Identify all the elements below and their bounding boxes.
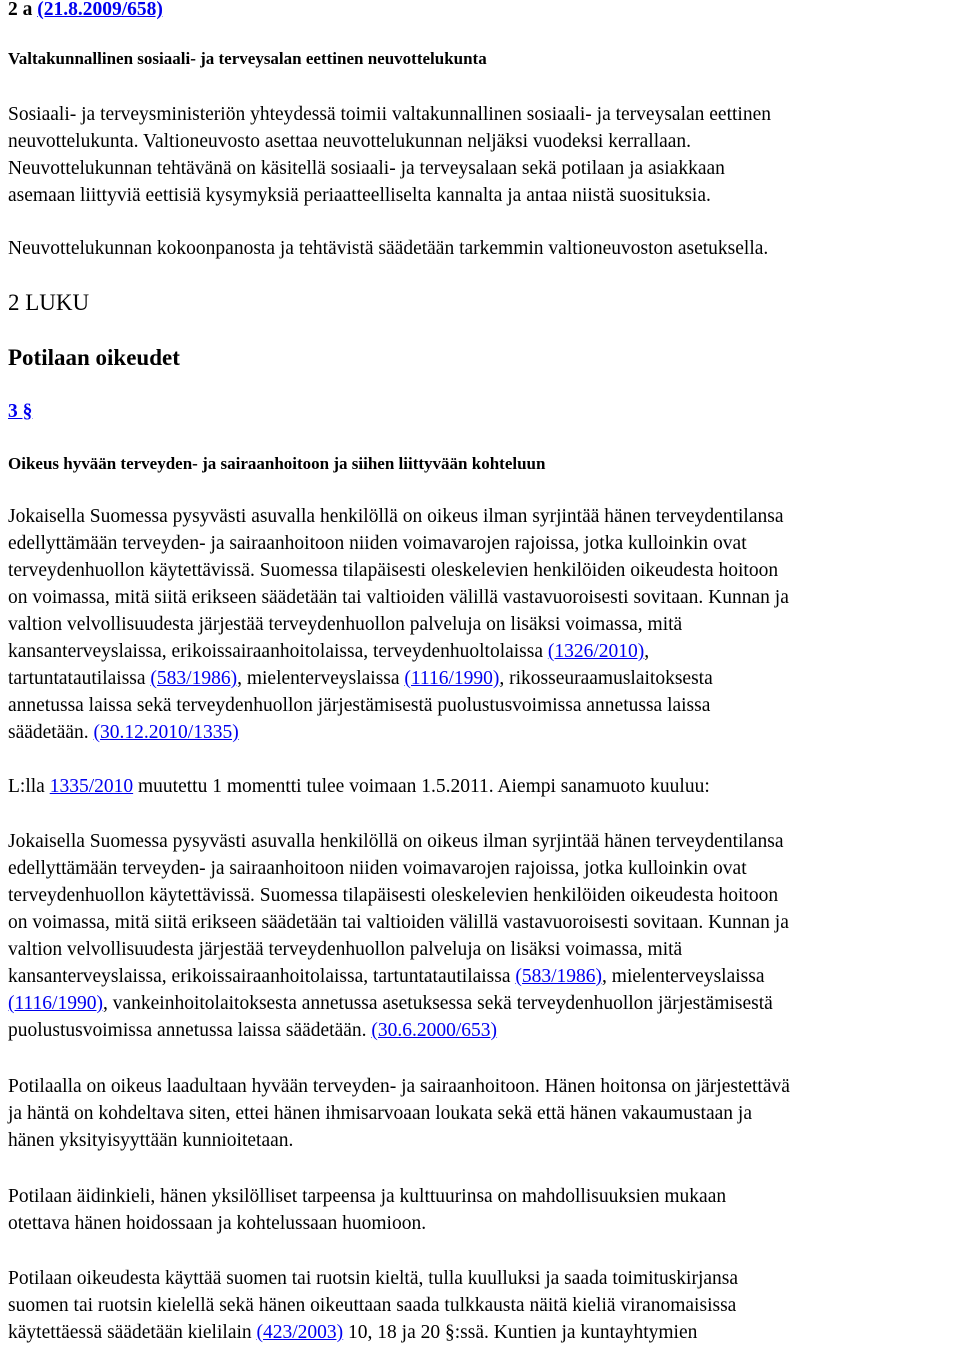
paragraph-line: suomen tai ruotsin kielellä sekä hänen oikeuttaan saada tulkkausta näitä kieliä viranomaisissa <box>8 1295 737 1316</box>
paragraph-line: puolustusvoimissa annetussa laissa säädetään. (30.6.2000/653) <box>8 1020 498 1041</box>
paragraph-line: tartuntatautilaissa (583/1986), mielenterveyslaissa (1116/1990), rikosseuraamuslaitoksesta <box>8 668 713 689</box>
paragraph-line: säädetään. (30.12.2010/1335) <box>8 722 239 743</box>
amendment-link[interactable]: (21.8.2009/658) <box>37 0 163 20</box>
law-reference-link[interactable]: (1116/1990) <box>404 668 500 689</box>
paragraph-line: hänen yksityisyyttään kunnioitetaan. <box>8 1130 294 1151</box>
paragraph-line: kansanterveyslaissa, erikoissairaanhoitolaissa, terveydenhuoltolaissa (1326/2010), <box>8 641 650 662</box>
paragraph-line: kansanterveyslaissa, erikoissairaanhoitolaissa, tartuntatautilaissa (583/1986), mielenterveyslaissa <box>8 966 765 987</box>
paragraph-line: neuvottelukunta. Valtioneuvosto asettaa neuvottelukunnan neljäksi vuodeksi kerrallaan. <box>8 131 692 152</box>
paragraph-line: terveydenhuollon käytettävissä. Suomessa tilapäisesti oleskelevien henkilöiden oikeudesta hoitoon <box>8 885 779 906</box>
chapter-title: Potilaan oikeudet <box>8 345 180 370</box>
paragraph-line: annetussa laissa sekä terveydenhuollon järjestämisestä puolustusvoimissa annetussa laissa <box>8 695 711 716</box>
paragraph-line: edellyttämään terveyden- ja sairaanhoitoon niiden voimavarojen rajoissa, jotka kulloinkin ovat <box>8 533 747 554</box>
section-number: 2 a <box>8 0 33 20</box>
paragraph-line: edellyttämään terveyden- ja sairaanhoitoon niiden voimavarojen rajoissa, jotka kulloinkin ovat <box>8 858 747 879</box>
paragraph-line: Neuvottelukunnan tehtävänä on käsitellä sosiaali- ja terveysalaan sekä potilaan ja asiakkaan <box>8 158 725 179</box>
amendment-link[interactable]: (30.12.2010/1335) <box>93 722 239 743</box>
law-reference-link[interactable]: 1335/2010 <box>49 776 134 797</box>
paragraph-line: ja häntä on kohdeltava siten, ettei hänen ihmisarvoaan loukata sekä että hänen vakaumustaan ja <box>8 1103 752 1124</box>
law-reference-link[interactable]: (583/1986) <box>150 668 238 689</box>
amendment-link[interactable]: (30.6.2000/653) <box>371 1020 498 1041</box>
paragraph-line: valtion velvollisuudesta järjestää terveydenhuollon palveluja on lisäksi voimassa, mitä <box>8 939 683 960</box>
paragraph-line: asemaan liittyviä eettisiä kysymyksiä periaatteelliselta kannalta ja antaa niistä suosituksia. <box>8 185 711 206</box>
chapter-number: 2 LUKU <box>8 290 90 315</box>
paragraph-line: terveydenhuollon käytettävissä. Suomessa tilapäisesti oleskelevien henkilöiden oikeudesta hoitoon <box>8 560 779 581</box>
paragraph-line: on voimassa, mitä siitä erikseen säädetään tai valtioiden välillä vastavuoroisesti sovitaan. Kunnan ja <box>8 587 789 608</box>
paragraph-line: Potilaan oikeudesta käyttää suomen tai ruotsin kieltä, tulla kuulluksi ja saada toimituskirjansa <box>8 1268 739 1289</box>
paragraph-line: on voimassa, mitä siitä erikseen säädetään tai valtioiden välillä vastavuoroisesti sovitaan. Kunnan ja <box>8 912 789 933</box>
section-heading: Oikeus hyvään terveyden- ja sairaanhoitoon ja siihen liittyvään kohteluun <box>8 454 546 473</box>
paragraph-line: otettava hänen hoidossaan ja kohtelussaan huomioon. <box>8 1213 427 1234</box>
paragraph-line: käytettäessä säädetään kielilain (423/2003) 10, 18 ja 20 §:ssä. Kuntien ja kuntayhtymien <box>8 1322 698 1343</box>
paragraph-line: valtion velvollisuudesta järjestää terveydenhuollon palveluja on lisäksi voimassa, mitä <box>8 614 683 635</box>
paragraph-line: Neuvottelukunnan kokoonpanosta ja tehtävistä säädetään tarkemmin valtioneuvoston asetuksella. <box>8 238 769 259</box>
law-reference-link[interactable]: (1326/2010) <box>547 641 645 662</box>
law-reference-link[interactable]: (583/1986) <box>515 966 603 987</box>
section-link[interactable]: 3 § <box>8 401 33 422</box>
section-header <box>8 0 163 23</box>
section-header <box>8 399 32 425</box>
paragraph-line: Jokaisella Suomessa pysyvästi asuvalla henkilöllä on oikeus ilman syrjintää hänen terveydentilansa <box>8 831 784 852</box>
paragraph-line: Sosiaali- ja terveysministeriön yhteydessä toimii valtakunnallinen sosiaali- ja terveysalan eettinen <box>8 104 771 125</box>
paragraph-line: Jokaisella Suomessa pysyvästi asuvalla henkilöllä on oikeus ilman syrjintää hänen terveydentilansa <box>8 506 784 527</box>
section-heading: Valtakunnallinen sosiaali- ja terveysalan eettinen neuvottelukunta <box>8 49 487 68</box>
law-reference-link[interactable]: (1116/1990) <box>8 993 103 1014</box>
amendment-note: L:lla 1335/2010 muutettu 1 momentti tulee voimaan 1.5.2011. Aiempi sanamuoto kuuluu: <box>8 776 710 797</box>
paragraph-line: (1116/1990), vankeinhoitolaitoksesta annetussa asetuksessa sekä terveydenhuollon järjestämisestä <box>8 993 773 1014</box>
law-reference-link[interactable]: (423/2003) <box>256 1322 344 1343</box>
paragraph-line: Potilaalla on oikeus laadultaan hyvään terveyden- ja sairaanhoitoon. Hänen hoitonsa on järjestettävä <box>8 1076 790 1097</box>
paragraph-line: Potilaan äidinkieli, hänen yksilölliset tarpeensa ja kulttuurinsa on mahdollisuuksien mukaan <box>8 1186 727 1207</box>
